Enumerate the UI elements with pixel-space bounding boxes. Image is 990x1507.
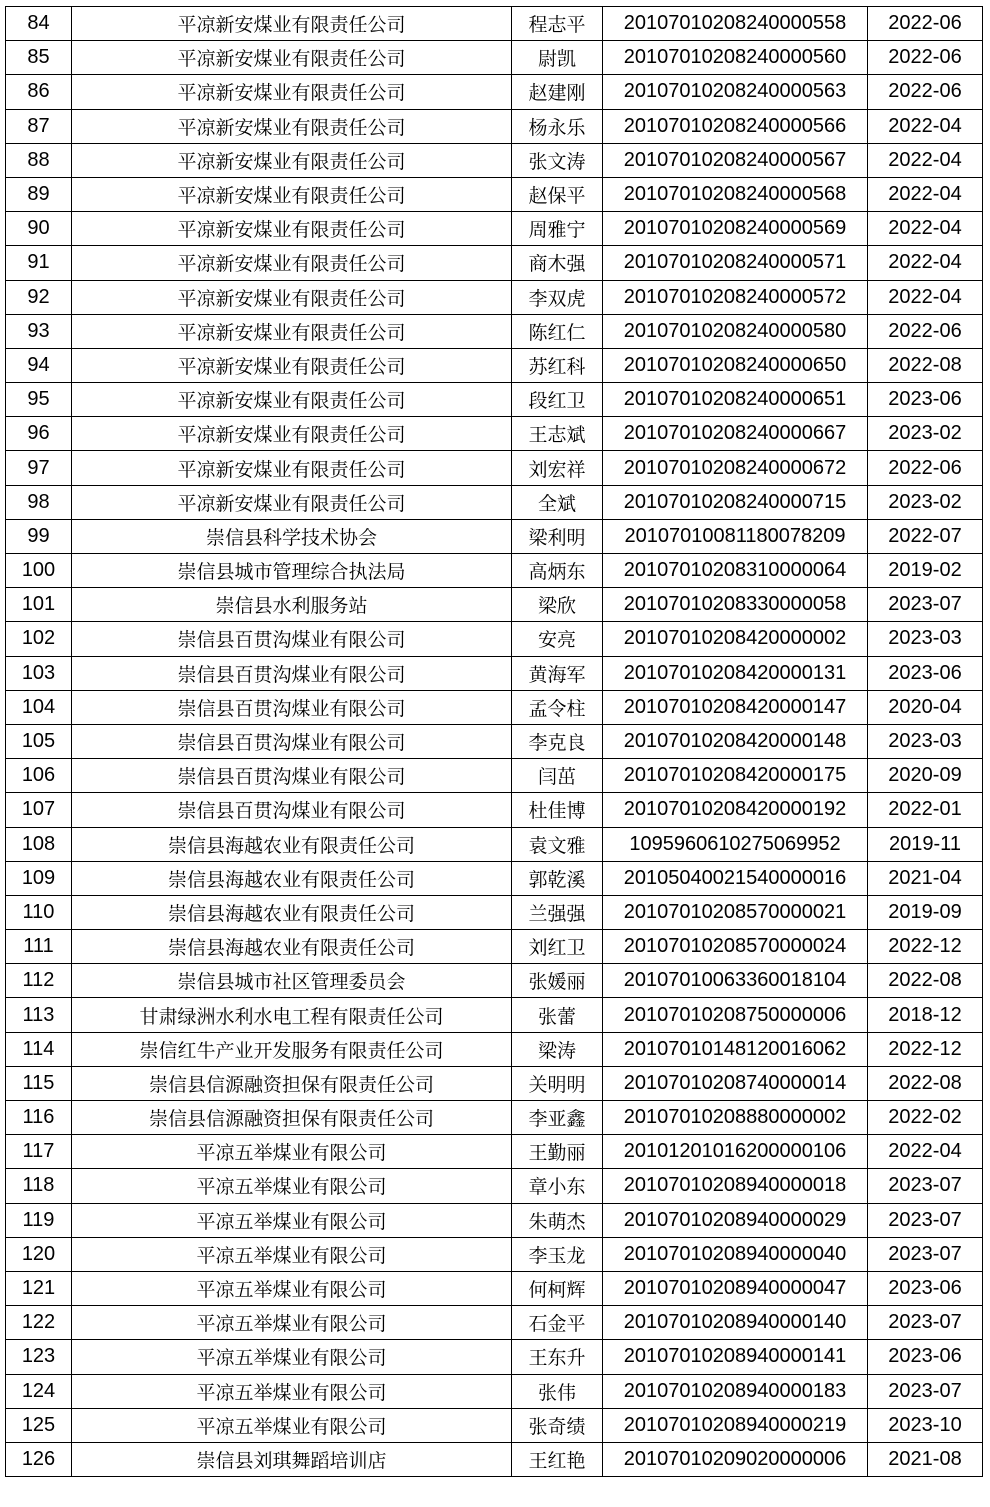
row-number-cell: 107 <box>6 793 72 827</box>
person-name-cell: 何柯辉 <box>512 1271 603 1305</box>
table-row <box>6 998 983 1032</box>
row-number-cell: 97 <box>6 451 72 485</box>
table-row <box>6 724 983 758</box>
date-cell: 2023-03 <box>868 622 983 656</box>
certificate-number-cell: 20107010208940000140 <box>603 1306 868 1340</box>
unit-name-cell: 崇信县刘琪舞蹈培训店 <box>72 1442 512 1476</box>
date-cell: 2023-07 <box>868 1169 983 1203</box>
row-number-cell: 95 <box>6 383 72 417</box>
row-number-cell: 91 <box>6 246 72 280</box>
person-name-cell: 段红卫 <box>512 383 603 417</box>
row-number-cell: 88 <box>6 143 72 177</box>
row-number-cell: 124 <box>6 1374 72 1408</box>
certificate-number-cell: 20107010208420000148 <box>603 724 868 758</box>
date-cell: 2023-06 <box>868 1271 983 1305</box>
unit-name-cell: 平凉新安煤业有限责任公司 <box>72 451 512 485</box>
table-row <box>6 41 983 75</box>
person-name-cell: 全斌 <box>512 485 603 519</box>
table-row <box>6 588 983 622</box>
unit-name-cell: 平凉新安煤业有限责任公司 <box>72 417 512 451</box>
row-number-cell: 110 <box>6 895 72 929</box>
person-name-cell: 梁利明 <box>512 519 603 553</box>
row-number-cell: 90 <box>6 212 72 246</box>
table-row <box>6 109 983 143</box>
certificate-number-cell: 20107010208240000651 <box>603 383 868 417</box>
person-name-cell: 赵保平 <box>512 177 603 211</box>
certificate-number-cell: 20107010208240000568 <box>603 177 868 211</box>
table-row <box>6 75 983 109</box>
date-cell: 2022-08 <box>868 1066 983 1100</box>
certificate-number-cell: 20107010208420000192 <box>603 793 868 827</box>
person-name-cell: 商木强 <box>512 246 603 280</box>
person-name-cell: 苏红科 <box>512 348 603 382</box>
certificate-number-cell: 20107010208880000002 <box>603 1101 868 1135</box>
unit-name-cell: 平凉新安煤业有限责任公司 <box>72 280 512 314</box>
table-row <box>6 1203 983 1237</box>
date-cell: 2023-02 <box>868 485 983 519</box>
unit-name-cell: 崇信县海越农业有限责任公司 <box>72 895 512 929</box>
table-row <box>6 930 983 964</box>
certificate-number-cell: 20107010208240000567 <box>603 143 868 177</box>
unit-name-cell: 平凉新安煤业有限责任公司 <box>72 212 512 246</box>
unit-name-cell: 平凉新安煤业有限责任公司 <box>72 41 512 75</box>
personnel-table <box>5 6 983 1477</box>
row-number-cell: 99 <box>6 519 72 553</box>
date-cell: 2022-06 <box>868 314 983 348</box>
table-row <box>6 1169 983 1203</box>
certificate-number-cell: 20107010208940000029 <box>603 1203 868 1237</box>
row-number-cell: 103 <box>6 656 72 690</box>
date-cell: 2022-06 <box>868 75 983 109</box>
unit-name-cell: 平凉新安煤业有限责任公司 <box>72 177 512 211</box>
person-name-cell: 张伟 <box>512 1374 603 1408</box>
unit-name-cell: 平凉新安煤业有限责任公司 <box>72 7 512 41</box>
unit-name-cell: 崇信县百贯沟煤业有限公司 <box>72 690 512 724</box>
person-name-cell: 尉凯 <box>512 41 603 75</box>
certificate-number-cell: 1095960610275069952 <box>603 827 868 861</box>
table-row <box>6 964 983 998</box>
row-number-cell: 100 <box>6 554 72 588</box>
certificate-number-cell: 20107010208420000002 <box>603 622 868 656</box>
certificate-number-cell: 20107010148120016062 <box>603 1032 868 1066</box>
row-number-cell: 118 <box>6 1169 72 1203</box>
date-cell: 2022-12 <box>868 1032 983 1066</box>
certificate-number-cell: 20107010208740000014 <box>603 1066 868 1100</box>
unit-name-cell: 平凉五举煤业有限公司 <box>72 1408 512 1442</box>
table-row <box>6 519 983 553</box>
row-number-cell: 94 <box>6 348 72 382</box>
unit-name-cell: 崇信红牛产业开发服务有限责任公司 <box>72 1032 512 1066</box>
unit-name-cell: 平凉新安煤业有限责任公司 <box>72 143 512 177</box>
person-name-cell: 王东升 <box>512 1340 603 1374</box>
date-cell: 2020-09 <box>868 759 983 793</box>
person-name-cell: 李克良 <box>512 724 603 758</box>
row-number-cell: 108 <box>6 827 72 861</box>
row-number-cell: 104 <box>6 690 72 724</box>
table-row <box>6 212 983 246</box>
document-page <box>5 6 982 1477</box>
row-number-cell: 85 <box>6 41 72 75</box>
table-row <box>6 143 983 177</box>
certificate-number-cell: 20107010208940000018 <box>603 1169 868 1203</box>
table-row <box>6 417 983 451</box>
date-cell: 2019-09 <box>868 895 983 929</box>
unit-name-cell: 甘肃绿洲水利水电工程有限责任公司 <box>72 998 512 1032</box>
date-cell: 2022-04 <box>868 212 983 246</box>
table-row <box>6 895 983 929</box>
unit-name-cell: 崇信县百贯沟煤业有限公司 <box>72 759 512 793</box>
certificate-number-cell: 20107010208240000560 <box>603 41 868 75</box>
row-number-cell: 89 <box>6 177 72 211</box>
certificate-number-cell: 20107010208420000175 <box>603 759 868 793</box>
table-row <box>6 1271 983 1305</box>
table-row <box>6 314 983 348</box>
unit-name-cell: 崇信县科学技术协会 <box>72 519 512 553</box>
table-row <box>6 348 983 382</box>
table-row <box>6 554 983 588</box>
date-cell: 2022-04 <box>868 177 983 211</box>
date-cell: 2022-01 <box>868 793 983 827</box>
date-cell: 2023-07 <box>868 1237 983 1271</box>
row-number-cell: 115 <box>6 1066 72 1100</box>
table-row <box>6 656 983 690</box>
person-name-cell: 刘宏祥 <box>512 451 603 485</box>
person-name-cell: 杜佳博 <box>512 793 603 827</box>
table-row <box>6 383 983 417</box>
unit-name-cell: 平凉五举煤业有限公司 <box>72 1306 512 1340</box>
row-number-cell: 117 <box>6 1135 72 1169</box>
date-cell: 2021-08 <box>868 1442 983 1476</box>
person-name-cell: 石金平 <box>512 1306 603 1340</box>
person-name-cell: 王志斌 <box>512 417 603 451</box>
unit-name-cell: 平凉新安煤业有限责任公司 <box>72 383 512 417</box>
table-row <box>6 1408 983 1442</box>
date-cell: 2022-06 <box>868 451 983 485</box>
table-row <box>6 793 983 827</box>
date-cell: 2023-02 <box>868 417 983 451</box>
person-name-cell: 陈红仁 <box>512 314 603 348</box>
person-name-cell: 黄海军 <box>512 656 603 690</box>
certificate-number-cell: 20107010208240000558 <box>603 7 868 41</box>
unit-name-cell: 崇信县信源融资担保有限责任公司 <box>72 1066 512 1100</box>
row-number-cell: 114 <box>6 1032 72 1066</box>
certificate-number-cell: 20107010208310000064 <box>603 554 868 588</box>
person-name-cell: 关明明 <box>512 1066 603 1100</box>
table-row <box>6 1306 983 1340</box>
unit-name-cell: 崇信县城市管理综合执法局 <box>72 554 512 588</box>
table-row <box>6 485 983 519</box>
table-row <box>6 759 983 793</box>
date-cell: 2022-04 <box>868 1135 983 1169</box>
unit-name-cell: 平凉五举煤业有限公司 <box>72 1237 512 1271</box>
row-number-cell: 111 <box>6 930 72 964</box>
certificate-number-cell: 20107010208940000219 <box>603 1408 868 1442</box>
person-name-cell: 李亚鑫 <box>512 1101 603 1135</box>
person-name-cell: 周雅宁 <box>512 212 603 246</box>
date-cell: 2022-02 <box>868 1101 983 1135</box>
unit-name-cell: 平凉新安煤业有限责任公司 <box>72 75 512 109</box>
person-name-cell: 梁欣 <box>512 588 603 622</box>
table-row <box>6 1237 983 1271</box>
unit-name-cell: 平凉新安煤业有限责任公司 <box>72 314 512 348</box>
certificate-number-cell: 20107010208240000672 <box>603 451 868 485</box>
date-cell: 2023-07 <box>868 588 983 622</box>
unit-name-cell: 平凉新安煤业有限责任公司 <box>72 348 512 382</box>
unit-name-cell: 崇信县百贯沟煤业有限公司 <box>72 622 512 656</box>
person-name-cell: 王勤丽 <box>512 1135 603 1169</box>
row-number-cell: 116 <box>6 1101 72 1135</box>
unit-name-cell: 崇信县信源融资担保有限责任公司 <box>72 1101 512 1135</box>
unit-name-cell: 平凉五举煤业有限公司 <box>72 1340 512 1374</box>
unit-name-cell: 平凉五举煤业有限公司 <box>72 1135 512 1169</box>
table-row <box>6 861 983 895</box>
certificate-number-cell: 20107010208940000141 <box>603 1340 868 1374</box>
unit-name-cell: 崇信县海越农业有限责任公司 <box>72 861 512 895</box>
person-name-cell: 程志平 <box>512 7 603 41</box>
unit-name-cell: 平凉新安煤业有限责任公司 <box>72 109 512 143</box>
date-cell: 2022-07 <box>868 519 983 553</box>
certificate-number-cell: 20101201016200000106 <box>603 1135 868 1169</box>
unit-name-cell: 平凉新安煤业有限责任公司 <box>72 485 512 519</box>
certificate-number-cell: 20107010209020000006 <box>603 1442 868 1476</box>
table-row <box>6 1442 983 1476</box>
person-name-cell: 李双虎 <box>512 280 603 314</box>
table-row <box>6 7 983 41</box>
table-body <box>6 7 983 1477</box>
row-number-cell: 112 <box>6 964 72 998</box>
person-name-cell: 张蕾 <box>512 998 603 1032</box>
person-name-cell: 朱萌杰 <box>512 1203 603 1237</box>
certificate-number-cell: 20107010208240000667 <box>603 417 868 451</box>
unit-name-cell: 崇信县水利服务站 <box>72 588 512 622</box>
person-name-cell: 郭乾溪 <box>512 861 603 895</box>
row-number-cell: 98 <box>6 485 72 519</box>
certificate-number-cell: 20107010208940000040 <box>603 1237 868 1271</box>
date-cell: 2022-04 <box>868 246 983 280</box>
unit-name-cell: 崇信县百贯沟煤业有限公司 <box>72 724 512 758</box>
row-number-cell: 119 <box>6 1203 72 1237</box>
unit-name-cell: 崇信县海越农业有限责任公司 <box>72 930 512 964</box>
certificate-number-cell: 20107010208750000006 <box>603 998 868 1032</box>
certificate-number-cell: 20107010208330000058 <box>603 588 868 622</box>
certificate-number-cell: 20107010208240000650 <box>603 348 868 382</box>
unit-name-cell: 平凉五举煤业有限公司 <box>72 1169 512 1203</box>
date-cell: 2023-10 <box>868 1408 983 1442</box>
table-row <box>6 1340 983 1374</box>
certificate-number-cell: 20107010208240000571 <box>603 246 868 280</box>
table-row <box>6 1374 983 1408</box>
row-number-cell: 101 <box>6 588 72 622</box>
row-number-cell: 86 <box>6 75 72 109</box>
date-cell: 2022-04 <box>868 280 983 314</box>
person-name-cell: 梁涛 <box>512 1032 603 1066</box>
date-cell: 2022-06 <box>868 7 983 41</box>
person-name-cell: 李玉龙 <box>512 1237 603 1271</box>
row-number-cell: 96 <box>6 417 72 451</box>
date-cell: 2023-07 <box>868 1203 983 1237</box>
row-number-cell: 92 <box>6 280 72 314</box>
person-name-cell: 章小东 <box>512 1169 603 1203</box>
table-row <box>6 622 983 656</box>
row-number-cell: 125 <box>6 1408 72 1442</box>
person-name-cell: 兰强强 <box>512 895 603 929</box>
table-row <box>6 1032 983 1066</box>
certificate-number-cell: 20107010063360018104 <box>603 964 868 998</box>
date-cell: 2022-04 <box>868 143 983 177</box>
certificate-number-cell: 20107010208940000183 <box>603 1374 868 1408</box>
table-row <box>6 690 983 724</box>
person-name-cell: 张媛丽 <box>512 964 603 998</box>
person-name-cell: 袁文雅 <box>512 827 603 861</box>
person-name-cell: 杨永乐 <box>512 109 603 143</box>
person-name-cell: 张奇绩 <box>512 1408 603 1442</box>
date-cell: 2022-06 <box>868 41 983 75</box>
unit-name-cell: 平凉五举煤业有限公司 <box>72 1271 512 1305</box>
row-number-cell: 120 <box>6 1237 72 1271</box>
row-number-cell: 106 <box>6 759 72 793</box>
date-cell: 2023-03 <box>868 724 983 758</box>
date-cell: 2018-12 <box>868 998 983 1032</box>
unit-name-cell: 崇信县百贯沟煤业有限公司 <box>72 793 512 827</box>
row-number-cell: 122 <box>6 1306 72 1340</box>
date-cell: 2022-12 <box>868 930 983 964</box>
row-number-cell: 105 <box>6 724 72 758</box>
row-number-cell: 113 <box>6 998 72 1032</box>
table-row <box>6 1135 983 1169</box>
row-number-cell: 84 <box>6 7 72 41</box>
certificate-number-cell: 20107010208940000047 <box>603 1271 868 1305</box>
date-cell: 2022-08 <box>868 964 983 998</box>
certificate-number-cell: 20107010208570000021 <box>603 895 868 929</box>
date-cell: 2022-04 <box>868 109 983 143</box>
date-cell: 2023-06 <box>868 383 983 417</box>
table-row <box>6 451 983 485</box>
unit-name-cell: 平凉新安煤业有限责任公司 <box>72 246 512 280</box>
person-name-cell: 刘红卫 <box>512 930 603 964</box>
unit-name-cell: 崇信县海越农业有限责任公司 <box>72 827 512 861</box>
person-name-cell: 王红艳 <box>512 1442 603 1476</box>
table-row <box>6 1066 983 1100</box>
person-name-cell: 闫茁 <box>512 759 603 793</box>
date-cell: 2023-07 <box>868 1306 983 1340</box>
certificate-number-cell: 20107010208240000563 <box>603 75 868 109</box>
person-name-cell: 高炳东 <box>512 554 603 588</box>
table-row <box>6 1101 983 1135</box>
row-number-cell: 87 <box>6 109 72 143</box>
date-cell: 2020-04 <box>868 690 983 724</box>
row-number-cell: 93 <box>6 314 72 348</box>
certificate-number-cell: 20107010208240000572 <box>603 280 868 314</box>
unit-name-cell: 平凉五举煤业有限公司 <box>72 1203 512 1237</box>
certificate-number-cell: 20107010208420000131 <box>603 656 868 690</box>
row-number-cell: 126 <box>6 1442 72 1476</box>
certificate-number-cell: 20105040021540000016 <box>603 861 868 895</box>
date-cell: 2019-02 <box>868 554 983 588</box>
date-cell: 2021-04 <box>868 861 983 895</box>
row-number-cell: 102 <box>6 622 72 656</box>
certificate-number-cell: 20107010208240000715 <box>603 485 868 519</box>
person-name-cell: 安亮 <box>512 622 603 656</box>
table-row <box>6 827 983 861</box>
date-cell: 2022-08 <box>868 348 983 382</box>
table-row <box>6 280 983 314</box>
person-name-cell: 孟令柱 <box>512 690 603 724</box>
date-cell: 2023-06 <box>868 1340 983 1374</box>
table-row <box>6 177 983 211</box>
row-number-cell: 109 <box>6 861 72 895</box>
row-number-cell: 123 <box>6 1340 72 1374</box>
date-cell: 2023-06 <box>868 656 983 690</box>
person-name-cell: 赵建刚 <box>512 75 603 109</box>
certificate-number-cell: 20107010208240000569 <box>603 212 868 246</box>
certificate-number-cell: 20107010081180078209 <box>603 519 868 553</box>
certificate-number-cell: 20107010208240000566 <box>603 109 868 143</box>
table-row <box>6 246 983 280</box>
certificate-number-cell: 20107010208570000024 <box>603 930 868 964</box>
person-name-cell: 张文涛 <box>512 143 603 177</box>
certificate-number-cell: 20107010208420000147 <box>603 690 868 724</box>
certificate-number-cell: 20107010208240000580 <box>603 314 868 348</box>
row-number-cell: 121 <box>6 1271 72 1305</box>
date-cell: 2023-07 <box>868 1374 983 1408</box>
unit-name-cell: 崇信县百贯沟煤业有限公司 <box>72 656 512 690</box>
unit-name-cell: 崇信县城市社区管理委员会 <box>72 964 512 998</box>
date-cell: 2019-11 <box>868 827 983 861</box>
unit-name-cell: 平凉五举煤业有限公司 <box>72 1374 512 1408</box>
